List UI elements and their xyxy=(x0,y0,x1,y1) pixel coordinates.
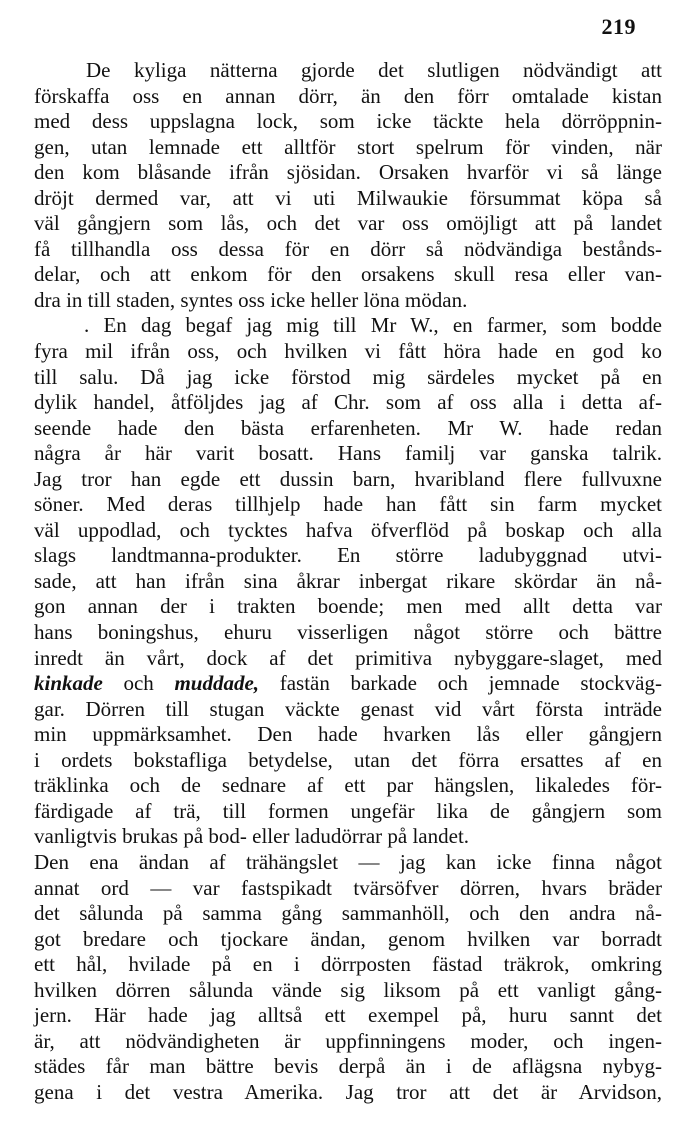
text-line: hans boningshus, ehuru visserligen något större och bättre xyxy=(34,620,662,645)
italic-word: kinkade xyxy=(34,671,103,696)
text-line: den kom blåsande ifrån sjösidan. Orsaken hvarför vi så länge xyxy=(34,160,662,185)
page-number: 219 xyxy=(601,14,636,39)
text-line: gena i det vestra Amerika. Jag tror att det är Arvidson, xyxy=(34,1079,662,1104)
text-line: jern. Här hade jag alltså ett exempel på, huru sannt det xyxy=(34,1003,662,1028)
text-line: min uppmärksamhet. Den hade hvarken lås eller gångjern xyxy=(34,722,662,747)
text-line: sade, att han ifrån sina åkrar inbergat rikare skördar än nå- xyxy=(34,568,662,593)
text-line: hvilken dörren sålunda vände sig liksom på ett vanligt gång- xyxy=(34,977,662,1002)
text-line: väl uppodlad, och tycktes hafva öfverflöd på boskap och alla xyxy=(34,517,662,542)
text-line: få tillhandla oss dessa för en dörr så nödvändiga bestånds- xyxy=(34,236,662,261)
text-line: träklinka och de sednare af ett par hängslen, likaledes för- xyxy=(34,773,662,798)
text-line: seende hade den bästa erfarenheten. Mr W. hade redan xyxy=(34,415,662,440)
italic-word: muddade, xyxy=(174,671,260,696)
text-line: got bredare och tjockare ändan, genom hvilken var borradt xyxy=(34,926,662,951)
text-line: Jag tror han egde ett dussin barn, hvaribland flere fullvuxne xyxy=(34,466,662,491)
text-line: några år här varit bosatt. Hans familj var ganska talrik. xyxy=(34,441,662,466)
text-line: fyra mil ifrån oss, och hvilken vi fått höra hade en god ko xyxy=(34,339,662,364)
text-line: dylik handel, åtföljdes jag af Chr. som af oss alla i detta af- xyxy=(34,390,662,415)
text-line: färdigade af trä, till formen ungefär lika de gångjern som xyxy=(34,798,662,823)
text-line: gon annan der i trakten boende; men med allt detta var xyxy=(34,594,662,619)
text-line: inredt än vårt, dock af det primitiva nybyggare-slaget, med xyxy=(34,645,662,670)
text-line: dröjt dermed var, att vi uti Milwaukie försummat köpa så xyxy=(34,185,662,210)
text-line: De kyliga nätterna gjorde det slutligen nödvändigt att xyxy=(86,58,662,82)
text-line: gar. Dörren till stugan väckte genast vid vårt första inträde xyxy=(34,696,662,721)
text-line: Den ena ändan af trähängslet — jag kan icke finna något xyxy=(34,849,662,874)
text-line: dra in till staden, syntes oss icke heller löna mödan. xyxy=(34,287,468,312)
text-line: väl gångjern som lås, och det var oss omöjligt att på landet xyxy=(34,211,662,236)
text-line: förskaffa oss en annan dörr, än den förr omtalade kistan xyxy=(34,83,662,108)
text-line: vanligtvis brukas på bod- eller ladudörrar på landet. xyxy=(34,824,470,849)
text-line: städes får man bättre bevis derpå än i de aflägsna nybyg- xyxy=(34,1054,662,1079)
text-line: det sålunda på samma gång sammanhöll, och den andra nå- xyxy=(34,901,662,926)
text-line: ett hål, hvilade på en i dörrposten fästad träkrok, omkring xyxy=(34,952,662,977)
text-line: annat ord — var fastspikadt tvärsöfver dörren, hvars bräder xyxy=(34,875,662,900)
text-line-italic xyxy=(34,671,662,697)
text-line: . En dag begaf jag mig till Mr W., en farmer, som bodde xyxy=(84,313,662,338)
text-line: delar, och att enkom för den orsakens skull resa eller van- xyxy=(34,262,662,287)
text-line: i ordets bokstafliga betydelse, utan det förra ersattes af en xyxy=(34,747,662,772)
body-text xyxy=(34,58,662,1105)
text-line: söner. Med deras tillhjelp hade han fått sin farm mycket xyxy=(34,492,662,517)
text-fragment: och xyxy=(102,671,175,696)
text-line: gen, utan lemnade ett alltför stort spelrum för vinden, när xyxy=(34,134,662,159)
text-line: med dess uppslagna lock, som icke täckte hela dörröppnin- xyxy=(34,109,662,134)
text-fragment: fastän barkade och jemnade stockväg- xyxy=(259,671,662,696)
text-line: slags landtmanna-produkter. En större ladubyggnad utvi- xyxy=(34,543,662,568)
text-line: är, att nödvändigheten är uppfinningens moder, och ingen- xyxy=(34,1028,662,1053)
text-line: till salu. Då jag icke förstod mig särdeles mycket på en xyxy=(34,364,662,389)
